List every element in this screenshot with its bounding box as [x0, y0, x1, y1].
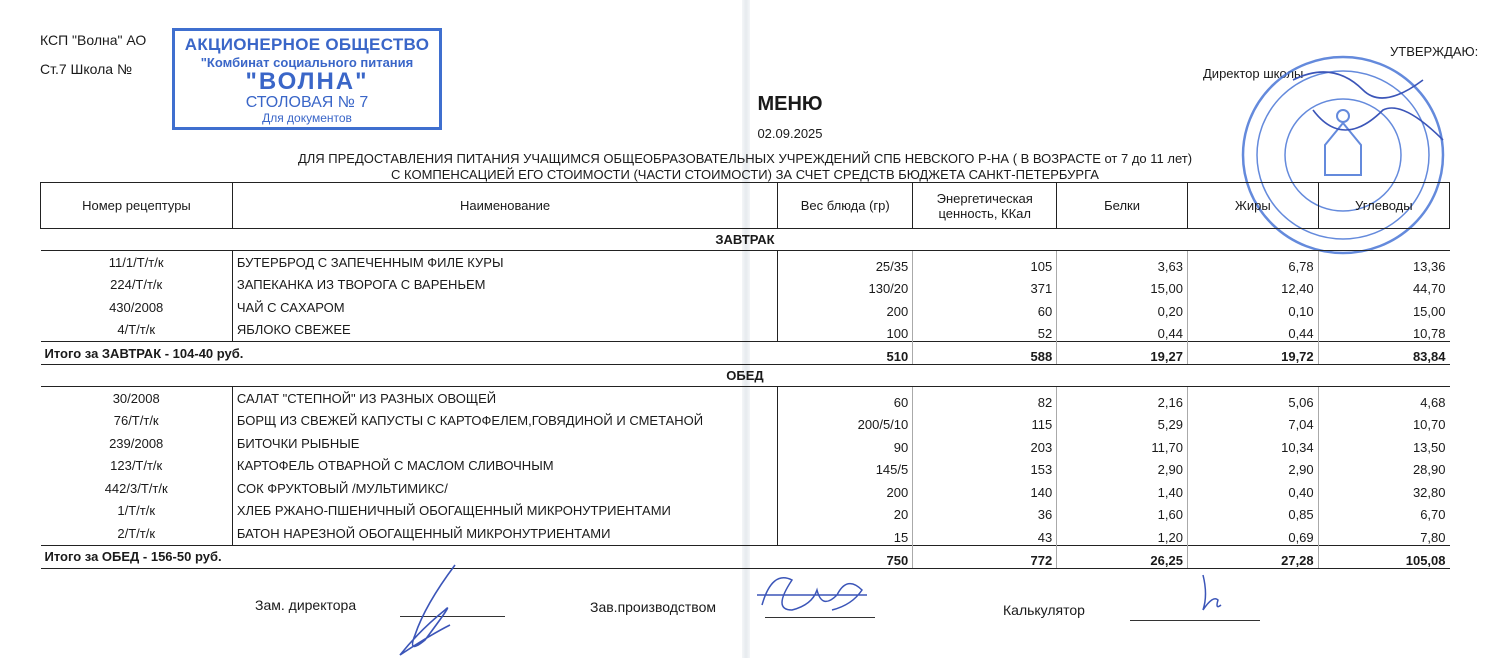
cell-protein: 1,40: [1057, 477, 1188, 500]
cell-carbs: 6,70: [1420, 507, 1446, 522]
dish-name: БУТЕРБРОД С ЗАПЕЧЕННЫМ ФИЛЕ КУРЫ: [232, 251, 777, 274]
cell-carbs: 13,50: [1412, 439, 1446, 455]
cell-energy: 140: [913, 477, 1057, 500]
school-label: Ст.7 Школа №: [40, 61, 132, 77]
dish-name: ЧАЙ С САХАРОМ: [232, 296, 777, 319]
cell-protein: 3,63: [1057, 251, 1188, 274]
cell-protein: 15,00: [1057, 274, 1188, 297]
calculator-signature-icon: [1195, 570, 1225, 615]
approve-label: УТВЕРЖДАЮ:: [1390, 44, 1479, 59]
table-row: [41, 387, 1450, 410]
cell-energy: 36: [913, 500, 1057, 523]
recipe-code: 430/2008: [41, 296, 233, 319]
stamp-line-5: Для документов: [262, 111, 352, 125]
total-carbs: 83,84: [1318, 342, 1449, 365]
section-title: ОБЕД: [41, 365, 1450, 387]
total-fat: 19,72: [1187, 342, 1318, 365]
table-header-row: [41, 183, 1450, 229]
cell-protein: 0,20: [1057, 296, 1188, 319]
cell-weight: 15: [778, 522, 913, 545]
total-fat: 27,28: [1187, 545, 1318, 568]
dish-name: СОК ФРУКТОВЫЙ /МУЛЬТИМИКС/: [232, 477, 777, 500]
cell-weight: 90: [778, 432, 913, 455]
cell-protein: 0,44: [1057, 319, 1188, 342]
production-manager-label: Зав.производством: [590, 599, 716, 615]
cell-energy: 52: [913, 319, 1057, 342]
cell-energy: 105: [913, 251, 1057, 274]
table-row: [41, 522, 1450, 545]
recipe-code: 4/Т/т/к: [41, 319, 233, 342]
section-header-row: [41, 365, 1450, 387]
section-title: ЗАВТРАК: [41, 229, 1450, 251]
recipe-code: 76/Т/т/к: [41, 410, 233, 433]
cell-carbs: 4,68: [1420, 394, 1446, 410]
total-label: Итого за ОБЕД - 156-50 руб.: [41, 545, 778, 568]
total-protein: 26,25: [1057, 545, 1188, 568]
total-label: Итого за ЗАВТРАК - 104-40 руб.: [41, 342, 778, 365]
cell-weight: 200: [778, 477, 913, 500]
cell-weight: 100: [778, 319, 913, 342]
cell-protein: 11,70: [1057, 432, 1188, 455]
subtitle-line-1: ДЛЯ ПРЕДОСТАВЛЕНИЯ ПИТАНИЯ УЧАЩИМСЯ ОБЩЕОБРАЗОВАТЕЛЬНЫХ УЧРЕЖДЕНИЙ СПБ НЕВСКОГО Р-НА ( В ВОЗРАСТЕ от 7 до 11 лет): [297, 151, 1193, 166]
recipe-code: 224/Т/т/к: [41, 274, 233, 297]
total-carbs: 105,08: [1318, 545, 1449, 568]
column-header-name: Наименование: [232, 183, 777, 229]
section-header-row: [41, 229, 1450, 251]
table-row: [41, 477, 1450, 500]
deputy-director-label: Зам. директора: [255, 597, 357, 613]
cell-fat: 12,40: [1187, 274, 1318, 297]
dish-name: БИТОЧКИ РЫБНЫЕ: [232, 432, 777, 455]
cell-weight: 25/35: [778, 251, 913, 274]
recipe-code: 30/2008: [41, 387, 233, 410]
cell-energy: 371: [913, 274, 1057, 297]
cell-fat: 10,34: [1187, 432, 1318, 455]
cell-energy: 60: [913, 296, 1057, 319]
cell-carbs: 13,36: [1412, 258, 1446, 274]
cell-weight: 130/20: [778, 274, 913, 297]
total-energy: 588: [913, 342, 1057, 365]
production-signature-icon: [752, 565, 882, 625]
cell-carbs: 44,70: [1412, 281, 1446, 296]
cell-weight: 200/5/10: [778, 410, 913, 433]
cell-protein: 2,16: [1057, 387, 1188, 410]
cell-energy: 203: [913, 432, 1057, 455]
cell-protein: 5,29: [1057, 410, 1188, 433]
stamp-line-2: "Комбинат социального питания: [200, 55, 414, 70]
column-header-energy: Энергетическая ценность, ККал: [913, 183, 1057, 229]
recipe-code: 11/1/Т/т/к: [41, 251, 233, 274]
cell-carbs: 10,78: [1412, 326, 1446, 341]
table-row: [41, 319, 1450, 342]
dish-name: БОРЩ ИЗ СВЕЖЕЙ КАПУСТЫ С КАРТОФЕЛЕМ,ГОВЯДИНОЙ И СМЕТАНОЙ: [232, 410, 777, 433]
dish-name: ХЛЕБ РЖАНО-ПШЕНИЧНЫЙ ОБОГАЩЕННЫЙ МИКРОНУТРИЕНТАМИ: [232, 500, 777, 523]
total-weight: 510: [778, 342, 913, 365]
cell-carbs: 28,90: [1412, 462, 1446, 477]
table-row: [41, 410, 1450, 433]
cell-carbs: 15,00: [1412, 303, 1446, 319]
cell-fat: 5,06: [1187, 387, 1318, 410]
recipe-code: 239/2008: [41, 432, 233, 455]
cell-fat: 6,78: [1187, 251, 1318, 274]
dish-name: САЛАТ "СТЕПНОЙ" ИЗ РАЗНЫХ ОВОЩЕЙ: [232, 387, 777, 410]
cell-weight: 60: [778, 387, 913, 410]
total-weight: 750: [778, 545, 913, 568]
column-header-code: Номер рецептуры: [41, 183, 233, 229]
total-row: [41, 342, 1450, 365]
recipe-code: 1/Т/т/к: [41, 500, 233, 523]
dish-name: ЯБЛОКО СВЕЖЕЕ: [232, 319, 777, 342]
page-title: МЕНЮ: [757, 93, 823, 115]
cell-fat: 2,90: [1187, 455, 1318, 478]
cell-carbs: 10,70: [1412, 417, 1446, 432]
total-energy: 772: [913, 545, 1057, 568]
stamp-line-1: АКЦИОНЕРНОЕ ОБЩЕСТВО: [184, 35, 430, 54]
calculator-label: Калькулятор: [1003, 602, 1085, 618]
dish-name: БАТОН НАРЕЗНОЙ ОБОГАЩЕННЫЙ МИКРОНУТРИЕНТАМИ: [232, 522, 777, 545]
menu-body: [41, 229, 1450, 569]
cell-energy: 43: [913, 522, 1057, 545]
total-protein: 19,27: [1057, 342, 1188, 365]
table-row: [41, 432, 1450, 455]
column-header-protein: Белки: [1057, 183, 1188, 229]
cell-protein: 2,90: [1057, 455, 1188, 478]
table-row: [41, 296, 1450, 319]
dish-name: ЗАПЕКАНКА ИЗ ТВОРОГА С ВАРЕНЬЕМ: [232, 274, 777, 297]
director-label: Директор школы: [1203, 66, 1304, 81]
deputy-signature-icon: [385, 560, 465, 658]
cell-energy: 153: [913, 455, 1057, 478]
column-header-weight: Вес блюда (гр): [778, 183, 913, 229]
recipe-code: 2/Т/т/к: [41, 522, 233, 545]
menu-table: [40, 182, 1450, 569]
table-row: [41, 455, 1450, 478]
table-row: [41, 274, 1450, 297]
column-header-fat: Жиры: [1187, 183, 1318, 229]
menu-date: 02.09.2025: [757, 126, 823, 141]
recipe-code: 123/Т/т/к: [41, 455, 233, 478]
cell-weight: 145/5: [778, 455, 913, 478]
stamp-line-4: СТОЛОВАЯ № 7: [245, 94, 369, 111]
cell-protein: 1,20: [1057, 522, 1188, 545]
stamp-line-3: "ВОЛНА": [245, 68, 369, 95]
total-row: [41, 545, 1450, 568]
organization-name: КСП "Волна" АО: [40, 32, 147, 48]
cell-fat: 0,10: [1187, 296, 1318, 319]
cell-protein: 1,60: [1057, 500, 1188, 523]
cell-fat: 0,69: [1187, 522, 1318, 545]
recipe-code: 442/3/Т/т/к: [41, 477, 233, 500]
cell-fat: 7,04: [1187, 410, 1318, 433]
cell-carbs: 32,80: [1412, 484, 1446, 500]
subtitle-line-2: С КОМПЕНСАЦИЕЙ ЕГО СТОИМОСТИ (ЧАСТИ СТОИМОСТИ) ЗА СЧЕТ СРЕДСТВ БЮДЖЕТА САНКТ-ПЕТЕРБУРГА: [391, 167, 1099, 182]
calculator-signature-line: [1130, 620, 1260, 621]
cell-energy: 115: [913, 410, 1057, 433]
table-row: [41, 500, 1450, 523]
dish-name: КАРТОФЕЛЬ ОТВАРНОЙ С МАСЛОМ СЛИВОЧНЫМ: [232, 455, 777, 478]
cell-fat: 0,44: [1187, 319, 1318, 342]
cell-weight: 20: [778, 500, 913, 523]
cell-weight: 200: [778, 296, 913, 319]
cell-fat: 0,85: [1187, 500, 1318, 523]
column-header-carbs: Углеводы: [1318, 183, 1449, 229]
cell-energy: 82: [913, 387, 1057, 410]
cell-carbs: 7,80: [1420, 529, 1446, 545]
cell-fat: 0,40: [1187, 477, 1318, 500]
table-row: [41, 251, 1450, 274]
